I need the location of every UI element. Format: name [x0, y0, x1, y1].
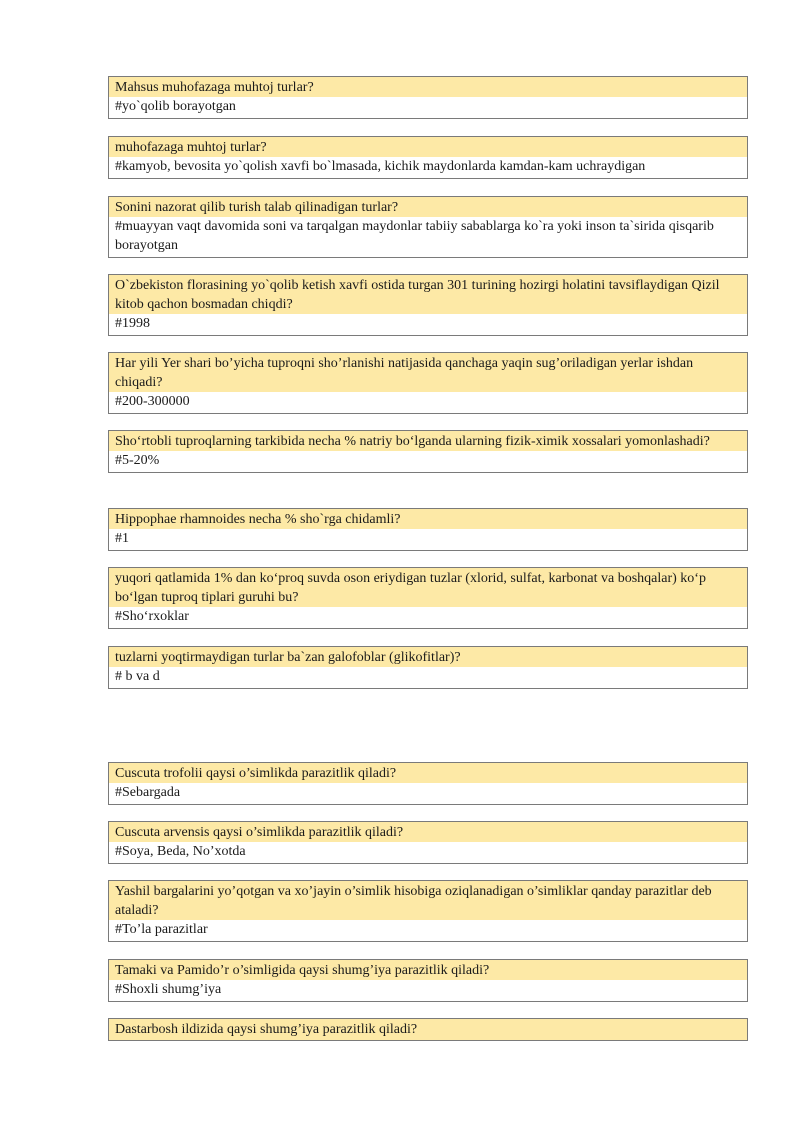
- question-text: muhofazaga muhtoj turlar?: [109, 137, 747, 157]
- qa-block: [108, 352, 748, 414]
- qa-block: [108, 821, 748, 864]
- answer-text: #yo`qolib borayotgan: [109, 97, 747, 118]
- qa-block: [108, 567, 748, 629]
- question-text: Sho‘rtobli tuproqlarning tarkibida necha % natriy bo‘lganda ularning fizik-ximik xossalari yomonlashadi?: [109, 431, 747, 451]
- qa-block: [108, 762, 748, 805]
- answer-text: # b va d: [109, 667, 747, 688]
- qa-block: [108, 646, 748, 689]
- qa-block: [108, 959, 748, 1002]
- question-text: Yashil bargalarini yo’qotgan va xo’jayin o’simlik hisobiga oziqlanadigan o’simliklar qanday parazitlar deb ataladi?: [109, 881, 747, 920]
- question-text: Dastarbosh ildizida qaysi shumg’iya parazitlik qiladi?: [109, 1019, 747, 1040]
- answer-text: #Shoxli shumg’iya: [109, 980, 747, 1001]
- answer-text: #200-300000: [109, 392, 747, 413]
- qa-block: [108, 274, 748, 336]
- question-text: Cuscuta trofolii qaysi o’simlikda parazitlik qiladi?: [109, 763, 747, 783]
- question-text: tuzlarni yoqtirmaydigan turlar ba`zan galofoblar (glikofitlar)?: [109, 647, 747, 667]
- answer-text: #Soya, Beda, No’xotda: [109, 842, 747, 863]
- answer-text: #muayyan vaqt davomida soni va tarqalgan maydonlar tabiiy sabablarga ko`ra yoki inson ta`sirida qisqarib borayotgan: [109, 217, 747, 257]
- answer-text: #Sebargada: [109, 783, 747, 804]
- question-text: O`zbekiston florasining yo`qolib ketish xavfi ostida turgan 301 turining hozirgi holatini tavsiflaydigan Qizil kitob qachon bosmadan chiqdi?: [109, 275, 747, 314]
- question-text: yuqori qatlamida 1% dan ko‘proq suvda oson eriydigan tuzlar (xlorid, sulfat, karbonat va boshqalar) ko‘p bo‘lgan tuproq tiplari guruhi bu?: [109, 568, 747, 607]
- question-text: Cuscuta arvensis qaysi o’simlikda parazitlik qiladi?: [109, 822, 747, 842]
- qa-block: [108, 76, 748, 119]
- answer-text: #5-20%: [109, 451, 747, 472]
- answer-text: #To’la parazitlar: [109, 920, 747, 941]
- question-text: Sonini nazorat qilib turish talab qilinadigan turlar?: [109, 197, 747, 217]
- answer-text: #1: [109, 529, 747, 550]
- qa-block: [108, 430, 748, 473]
- question-text: Hippophae rhamnoides necha % sho`rga chidamli?: [109, 509, 747, 529]
- answer-text: #kamyob, bevosita yo`qolish xavfi bo`lmasada, kichik maydonlarda kamdan-kam uchraydigan: [109, 157, 747, 178]
- answer-text: #1998: [109, 314, 747, 335]
- qa-block: [108, 1018, 748, 1041]
- qa-block: [108, 136, 748, 179]
- answer-text: #Sho‘rxoklar: [109, 607, 747, 628]
- qa-block: [108, 880, 748, 942]
- qa-block: [108, 196, 748, 258]
- question-text: Har yili Yer shari bo’yicha tuproqni sho’rlanishi natijasida qanchaga yaqin sug’oriladigan yerlar ishdan chiqadi?: [109, 353, 747, 392]
- question-text: Mahsus muhofazaga muhtoj turlar?: [109, 77, 747, 97]
- question-text: Tamaki va Pamido’r o’simligida qaysi shumg’iya parazitlik qiladi?: [109, 960, 747, 980]
- qa-block: [108, 508, 748, 551]
